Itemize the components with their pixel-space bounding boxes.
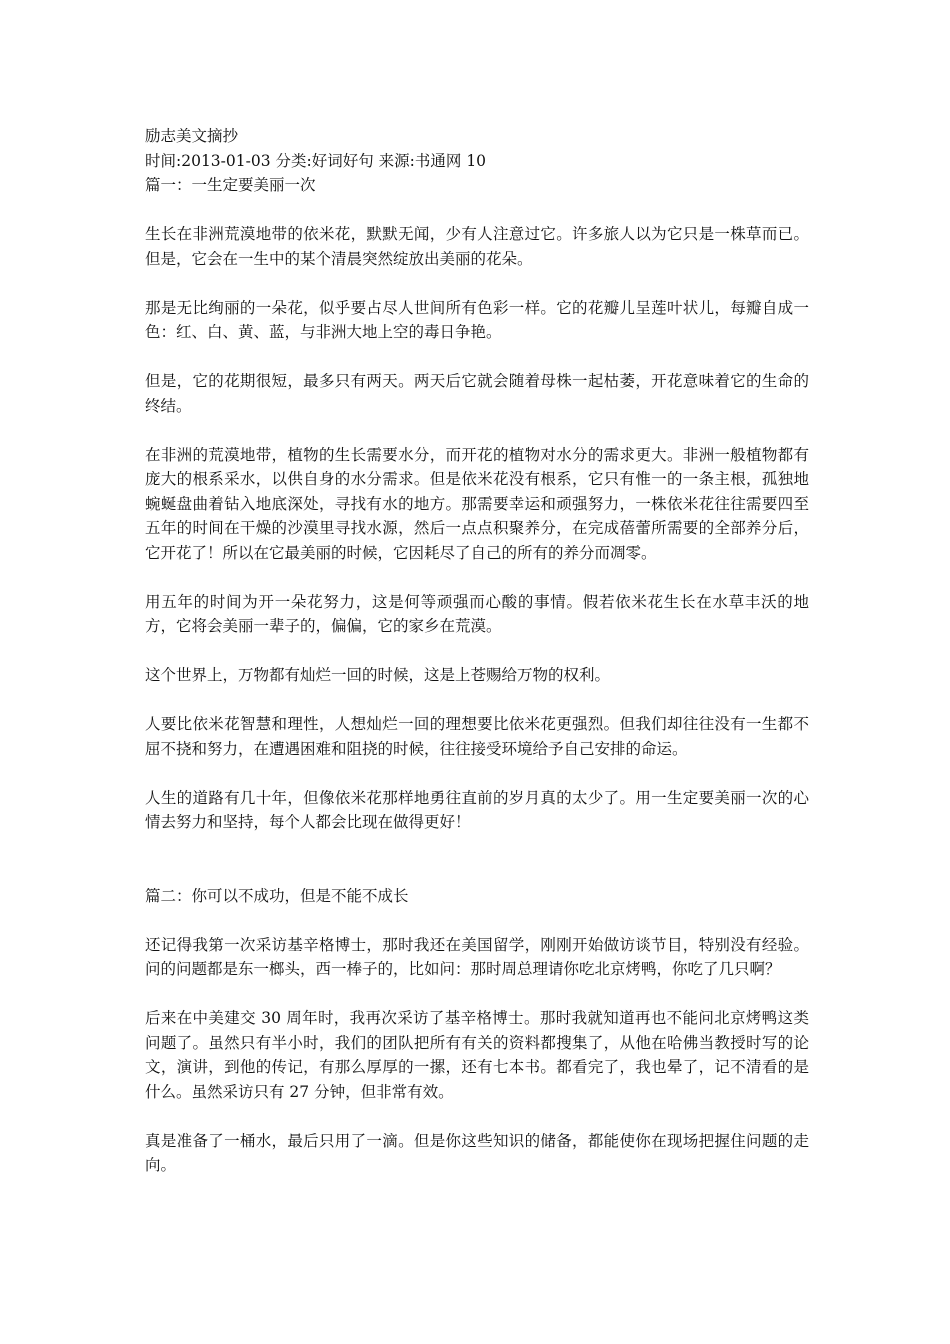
paragraph: 人生的道路有几十年，但像依米花那样地勇往直前的岁月真的太少了。用一生定要美丽一次的心情去努力和坚持，每个人都会比现在做得更好！ <box>145 788 809 831</box>
document-meta: 时间:2013-01-03 分类:好词好句 来源:书通网 10 <box>145 151 487 170</box>
document-page <box>145 124 809 1202</box>
section-2-title: 篇二：你可以不成功，但是不能不成长 <box>145 886 409 905</box>
paragraph: 生长在非洲荒漠地带的依米花，默默无闻，少有人注意过它。许多旅人以为它只是一株草而已。但是，它会在一生中的某个清晨突然绽放出美丽的花朵。 <box>145 225 809 268</box>
paragraph: 后来在中美建交 30 周年时，我再次采访了基辛格博士。那时我就知道再也不能问北京烤鸭这类问题了。虽然只有半小时，我们的团队把所有有关的资料都搜集了，从他在哈佛当教授时写的论文，演讲，到他的传记，有那么厚厚的一摞，还有七本书。都看完了，我也晕了，记不清看的是什么。虽然采访只有 27 分钟，但非常有效。 <box>145 1009 809 1101</box>
paragraph: 用五年的时间为开一朵花努力，这是何等顽强而心酸的事情。假若依米花生长在水草丰沃的地方，它将会美丽一辈子的，偏偏，它的家乡在荒漠。 <box>145 592 809 635</box>
section-1-body <box>145 222 809 835</box>
paragraph: 在非洲的荒漠地带，植物的生长需要水分，而开花的植物对水分的需求更大。非洲一般植物都有庞大的根系采水，以供自身的水分需求。但是依米花没有根系，它只有惟一的一条主根，孤独地蜿蜒盘曲着钻入地底深处，寻找有水的地方。那需要幸运和顽强努力，一株依米花往往需要四至五年的时间在干燥的沙漠里寻找水源，然后一点点积聚养分，在完成蓓蕾所需要的全部养分后，它开花了！所以在它最美丽的时候，它因耗尽了自己的所有的养分而凋零。 <box>145 445 809 562</box>
section-2-body <box>145 933 809 1178</box>
section-1-title: 篇一：一生定要美丽一次 <box>145 176 316 194</box>
paragraph: 那是无比绚丽的一朵花，似乎要占尽人世间所有色彩一样。它的花瓣儿呈莲叶状儿，每瓣自成一色：红、白、黄、蓝，与非洲大地上空的毒日争艳。 <box>145 298 809 341</box>
document-header <box>145 124 809 198</box>
paragraph: 还记得我第一次采访基辛格博士，那时我还在美国留学，刚刚开始做访谈节目，特别没有经验。问的问题都是东一榔头，西一棒子的，比如问：那时周总理请你吃北京烤鸭，你吃了几只啊？ <box>145 935 809 978</box>
paragraph: 真是准备了一桶水，最后只用了一滴。但是你这些知识的储备，都能使你在现场把握住问题的走向。 <box>145 1131 809 1174</box>
paragraph: 但是，它的花期很短，最多只有两天。两天后它就会随着母株一起枯萎，开花意味着它的生命的终结。 <box>145 372 809 415</box>
document-title: 励志美文摘抄 <box>145 127 239 145</box>
paragraph: 这个世界上，万物都有灿烂一回的时候，这是上苍赐给万物的权利。 <box>145 666 611 684</box>
section-divider-space <box>145 859 809 884</box>
paragraph: 人要比依米花智慧和理性，人想灿烂一回的理想要比依米花更强烈。但我们却往往没有一生都不屈不挠和努力，在遭遇困难和阻挠的时候，往往接受环境给予自己安排的命运。 <box>145 715 809 758</box>
